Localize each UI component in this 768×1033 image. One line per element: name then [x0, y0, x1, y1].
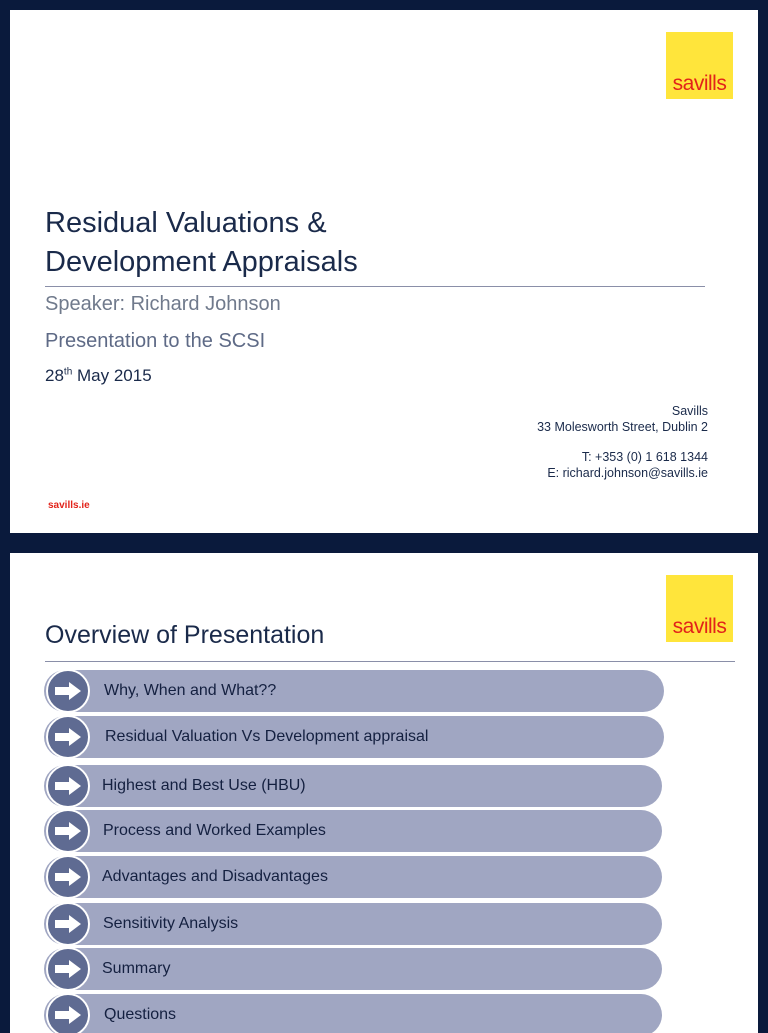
arrow-right-icon: [46, 669, 90, 713]
savills-logo: savills: [666, 575, 733, 642]
agenda-item-label: Residual Valuation Vs Development appraisal: [105, 728, 429, 745]
title-slide: [10, 10, 758, 533]
arrow-right-icon: [46, 947, 90, 991]
agenda-item-label: Sensitivity Analysis: [103, 915, 239, 932]
agenda-item-label: Questions: [104, 1006, 177, 1023]
agenda-item-label: Advantages and Disadvantages: [102, 868, 328, 885]
agenda-item-label: Highest and Best Use (HBU): [102, 777, 306, 794]
arrow-right-icon: [46, 993, 90, 1033]
overview-title: Overview of Presentation: [45, 621, 325, 649]
title-divider: [45, 286, 705, 287]
agenda-item: [44, 903, 662, 945]
arrow-right-icon: [46, 764, 90, 808]
website-link[interactable]: savills.ie: [48, 500, 90, 511]
presentation-date: 28th May 2015: [45, 366, 152, 385]
presented-to-line: Presentation to the SCSI: [45, 330, 266, 352]
agenda-item: [44, 716, 664, 758]
arrow-right-icon: [46, 809, 90, 853]
arrow-right-icon: [46, 855, 90, 899]
agenda-item: [44, 948, 662, 990]
overview-divider: [45, 661, 735, 662]
agenda-item: [44, 765, 662, 807]
contact-block: [537, 404, 708, 481]
overview-slide: [10, 553, 758, 1033]
agenda-item-label: Process and Worked Examples: [103, 822, 326, 839]
agenda-item-label: Summary: [102, 960, 171, 977]
agenda-item: [44, 810, 662, 852]
title-line-1: Residual Valuations &: [45, 207, 327, 239]
contact-phone: T: +353 (0) 1 618 1344: [581, 450, 708, 464]
agenda-item: [44, 994, 662, 1033]
contact-address: 33 Molesworth Street, Dublin 2: [537, 419, 708, 434]
speaker-line: Speaker: Richard Johnson: [45, 293, 281, 315]
title-line-2: Development Appraisals: [45, 246, 358, 278]
agenda-item-label: Why, When and What??: [104, 682, 277, 699]
arrow-right-icon: [46, 715, 90, 759]
agenda-item: [44, 670, 664, 712]
agenda-item: [44, 856, 662, 898]
contact-company: Savills: [671, 404, 708, 418]
presentation-title: [45, 204, 358, 282]
arrow-right-icon: [46, 902, 90, 946]
contact-email: E: richard.johnson@savills.ie: [547, 465, 708, 480]
savills-logo: savills: [666, 32, 733, 99]
